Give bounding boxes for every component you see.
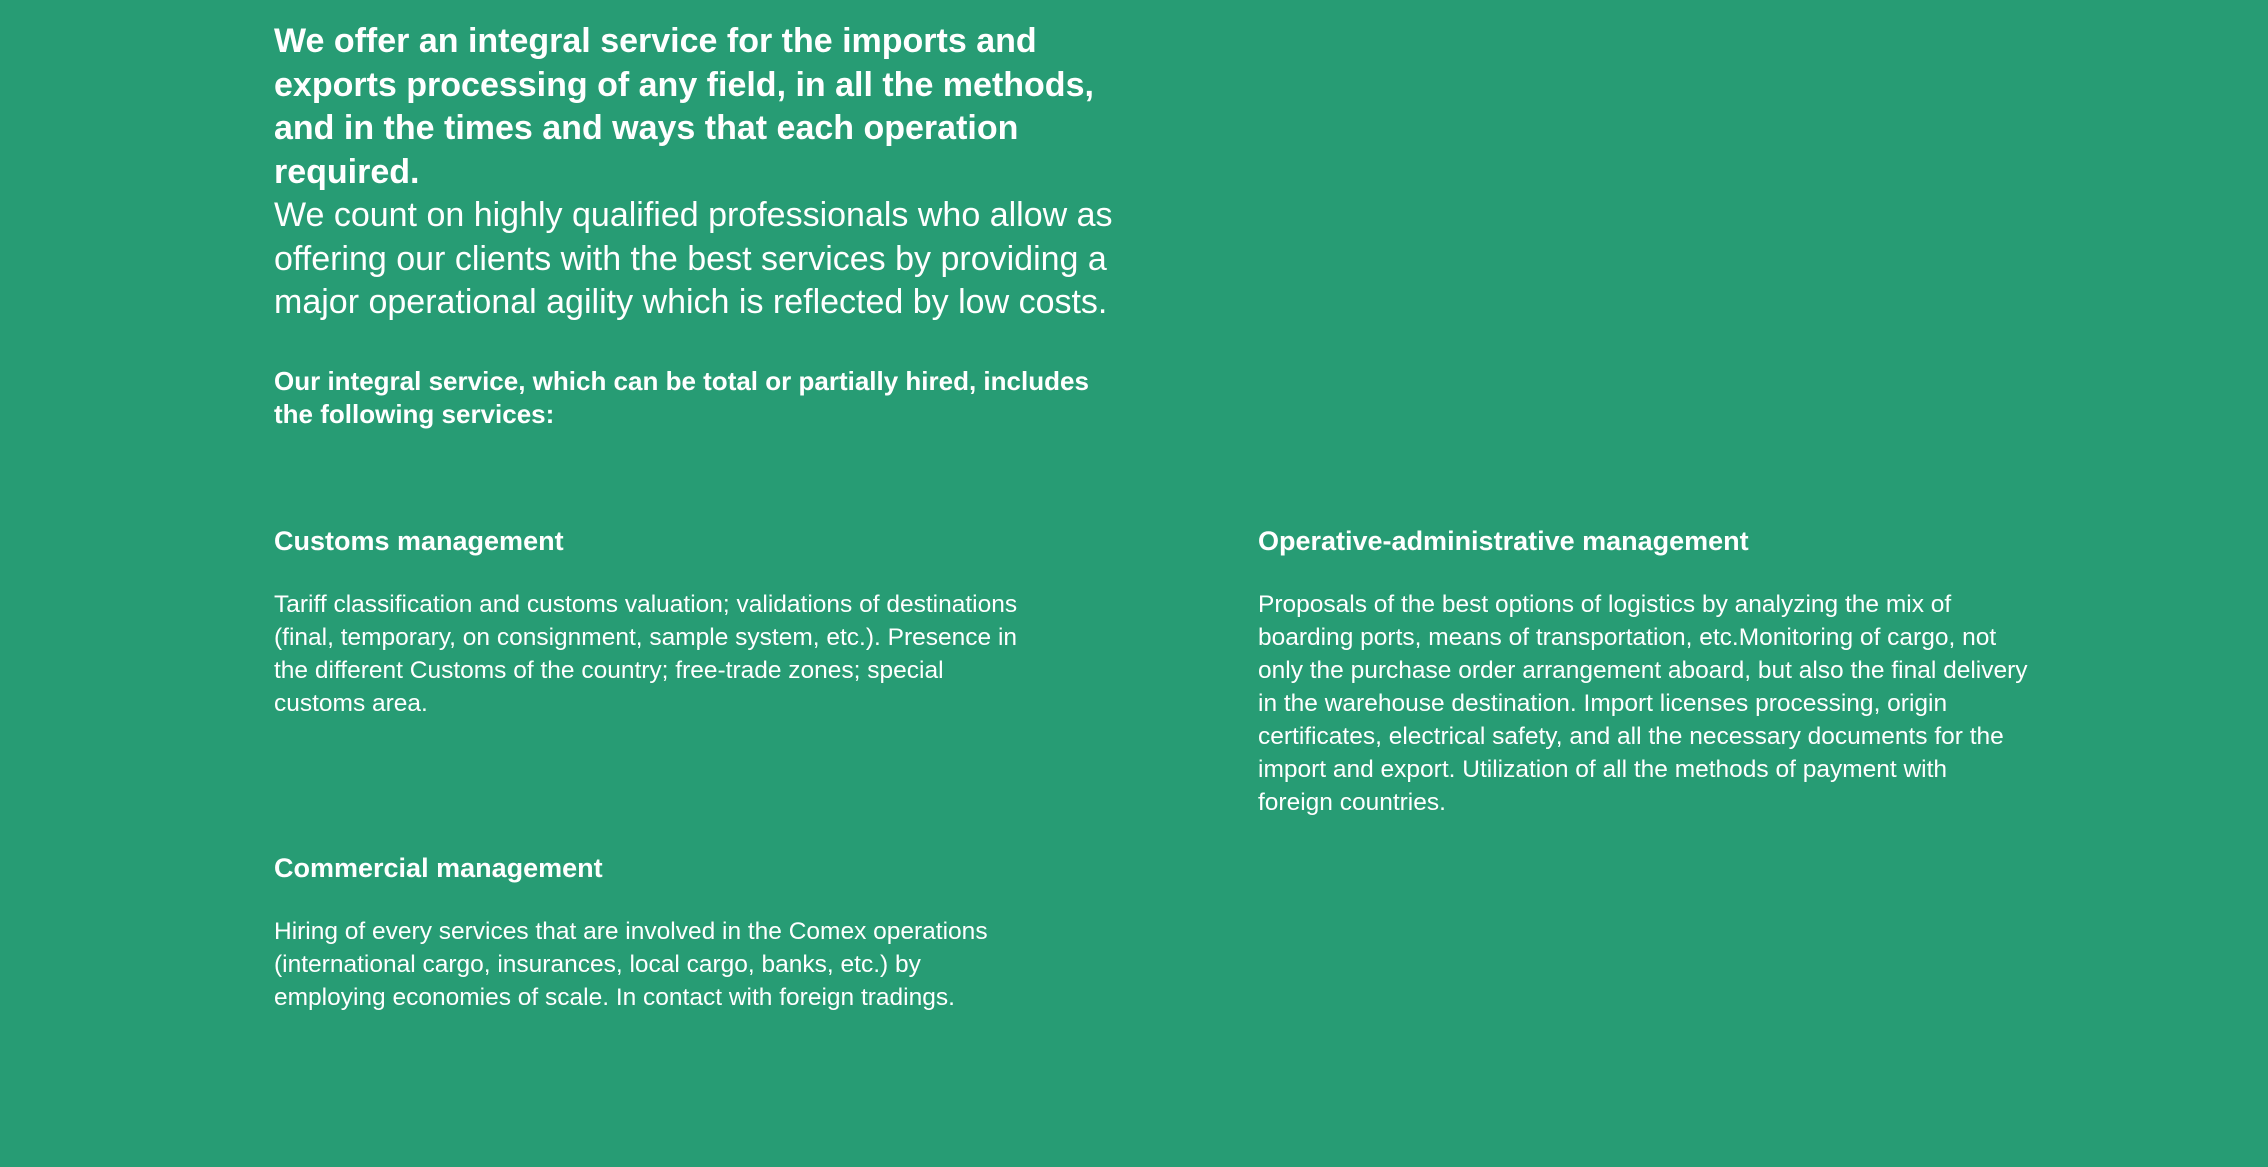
service-customs-management	[274, 524, 1034, 720]
intro-lead: We offer an integral service for the imports and exports processing of any field, in all the methods, and in the times and ways that each operation required.	[274, 22, 1094, 191]
intro-body: We count on highly qualified professionals who allow as offering our clients with the best services by providing a major operational agility which is reflected by low costs.	[274, 196, 1113, 321]
service-title: Operative-administrative management	[1258, 526, 1749, 556]
service-operative-administrative-management	[1258, 524, 2028, 819]
intro-block	[274, 20, 1134, 325]
service-description: Hiring of every services that are involved in the Comex operations (international cargo, insurances, local cargo, banks, etc.) by employing economies of scale. In contact with foreign tradings.	[274, 918, 988, 1011]
service-description: Proposals of the best options of logistics by analyzing the mix of boarding ports, means of transportation, etc.Monitoring of cargo, not only the purchase order arrangement aboard, but also the final delivery in the warehouse destination. Import licenses processing, origin certificates, electrical safety, and all the necessary documents for the import and export. Utilization of all the methods of payment with foreign countries.	[1258, 591, 2028, 816]
service-commercial-management	[274, 851, 1034, 1014]
service-description: Tariff classification and customs valuation; validations of destinations (final, temporary, on consignment, sample system, etc.). Presence in the different Customs of the country; free-trade zones; special customs area.	[274, 591, 1018, 717]
service-title: Commercial management	[274, 853, 603, 883]
services-intro: Our integral service, which can be total or partially hired, includes the following services:	[274, 366, 1089, 429]
service-title: Customs management	[274, 526, 564, 556]
